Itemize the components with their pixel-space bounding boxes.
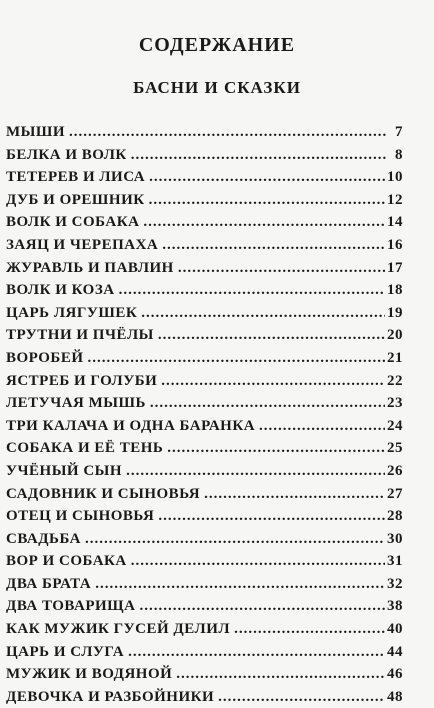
dot-leader [85,528,385,551]
toc-entry [6,663,403,686]
toc-entry-title: ВОЛК И СОБАКА [6,214,140,231]
toc-entry [6,234,403,257]
toc-entry-title: ЗАЯЦ И ЧЕРЕПАХА [6,236,159,253]
dot-leader [161,370,385,393]
toc-entry-title: БЕЛКА И ВОЛК [6,146,127,163]
dot-leader [162,234,385,257]
toc-entry-page-number: 27 [387,485,403,502]
toc-entry-title: МУЖИК И ВОДЯНОЙ [6,666,173,683]
toc-entry [6,302,403,325]
toc-entry [6,189,403,212]
page-title: СОДЕРЖАНИЕ [138,34,296,56]
toc-entry [6,618,403,641]
toc-entry [6,460,403,483]
toc-entry-title: ЖУРАВЛЬ И ПАВЛИН [6,259,174,276]
toc-entry-title: ДУБ И ОРЕШНИК [6,191,145,208]
toc-entry-page-number: 48 [387,688,403,705]
toc-entry-title: СОБАКА И ЕЁ ТЕНЬ [6,440,164,457]
toc-entry-page-number: 38 [387,598,403,615]
toc-entry [6,415,403,438]
toc-entry-title: ЦАРЬ И СЛУГА [6,643,125,660]
toc-entry-page-number: 8 [395,146,403,163]
toc-entry [6,257,403,280]
toc-entry-title: МЫШИ [6,124,66,140]
dot-leader [149,189,385,212]
toc-entry-title: ТЕТЕРЕВ И ЛИСА [6,169,146,186]
toc-entry-page-number: 16 [387,236,403,253]
toc-entry [6,279,403,302]
toc-entry-title: ВОР И СОБАКА [6,553,127,570]
toc-entry-page-number: 32 [387,575,403,592]
toc-entry [6,211,403,234]
toc-entry-page-number: 10 [387,169,403,186]
toc-entry [6,686,403,708]
toc-entry [6,483,403,506]
toc-entry [6,324,403,347]
toc-entry-page-number: 12 [387,191,403,208]
dot-leader [143,211,385,234]
toc-entry [6,505,403,528]
toc-entry-title: ДВА БРАТА [6,575,92,592]
dot-leader [167,437,385,460]
toc-entry-page-number: 30 [387,530,403,547]
toc-entry-page-number: 46 [387,666,403,683]
dot-leader [176,663,385,686]
toc-entry [6,641,403,664]
toc-entry-title: СВАДЬБА [6,530,82,547]
dot-leader [158,324,385,347]
dot-leader [69,121,387,144]
toc-entry [6,595,403,618]
toc-entry-page-number: 7 [395,124,403,140]
toc-entry-title: ОТЕЦ И СЫНОВЬЯ [6,508,155,525]
toc-entry-page-number: 23 [387,395,403,412]
toc-entry-page-number: 20 [387,327,403,344]
toc-entry-page-number: 40 [387,621,403,638]
toc-entry-page-number: 26 [387,462,403,479]
toc-entry-title: ЦАРЬ ЛЯГУШЕК [6,304,138,321]
toc-entry-title: ВОРОБЕЙ [6,349,84,366]
dot-leader [126,460,385,483]
toc-entry-title: ВОЛК И КОЗА [6,282,115,299]
toc-entry-page-number: 14 [387,214,403,231]
dot-leader [128,641,385,664]
toc-entry-page-number: 21 [387,349,403,366]
toc-entry [6,550,403,573]
toc-entry-page-number: 19 [387,304,403,321]
toc-entry-title: ЛЕТУЧАЯ МЫШЬ [6,395,146,412]
toc-entry [6,437,403,460]
dot-leader [131,550,385,573]
toc-entry [6,370,403,393]
toc-entry-title: САДОВНИК И СЫНОВЬЯ [6,485,201,502]
toc-entry [6,144,403,167]
dot-leader [150,392,385,415]
dot-leader [131,144,387,167]
dot-leader [141,302,385,325]
toc-entry-page-number: 28 [387,508,403,525]
toc-entry-page-number: 18 [387,282,403,299]
toc-entry [6,121,403,144]
dot-leader [88,347,385,370]
toc-entry-title: ТРУТНИ И ПЧЁЛЫ [6,327,154,344]
section-title: БАСНИ И СКАЗКИ [133,78,301,97]
toc-entry-title: КАК МУЖИК ГУСЕЙ ДЕЛИЛ [6,621,231,638]
toc-entry [6,347,403,370]
dot-leader [119,279,385,302]
toc-entry-title: УЧЁНЫЙ СЫН [6,462,123,479]
toc-entry-page-number: 44 [387,643,403,660]
dot-leader [218,686,385,708]
dot-leader [95,573,385,596]
dot-leader [234,618,385,641]
toc-entry [6,166,403,189]
toc-entry-page-number: 24 [387,417,403,434]
toc-entry [6,528,403,551]
toc-entry-page-number: 25 [387,440,403,457]
dot-leader [139,595,385,618]
toc-entry-title: ДЕВОЧКА И РАЗБОЙНИКИ [6,688,215,705]
toc-entry-title: ДВА ТОВАРИЩА [6,598,136,615]
toc-entry-page-number: 31 [387,553,403,570]
dot-leader [259,415,385,438]
toc-entry-page-number: 17 [387,259,403,276]
toc-entry-title: ЯСТРЕБ И ГОЛУБИ [6,372,158,389]
toc-entry-page-number: 22 [387,372,403,389]
toc-entry [6,573,403,596]
dot-leader [204,483,385,506]
dot-leader [178,257,385,280]
toc-entry-title: ТРИ КАЛАЧА И ОДНА БАРАНКА [6,417,256,434]
dot-leader [158,505,385,528]
toc-list [6,121,403,708]
toc-entry [6,392,403,415]
dot-leader [149,166,385,189]
